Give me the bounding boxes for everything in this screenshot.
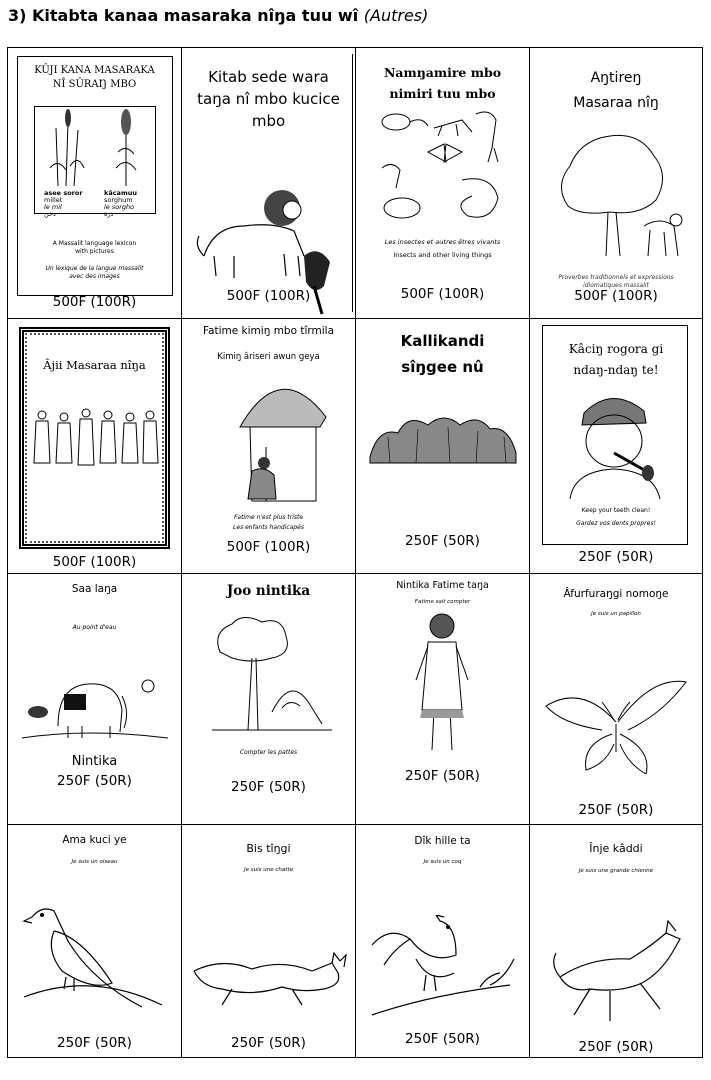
- book-price: 250F (50R): [578, 1039, 654, 1055]
- rooster-illustration: [370, 915, 516, 1025]
- book-price: 250F (50R): [57, 1035, 132, 1051]
- book-card[interactable]: [530, 825, 702, 1057]
- book-card[interactable]: [530, 574, 702, 825]
- book-price: 250F (50R): [231, 779, 306, 795]
- book-subtitle-fr: Au point d'eau: [72, 624, 117, 631]
- book-title: Kâciŋ rogora gi ndaŋ-ndaŋ te!: [568, 342, 664, 377]
- book-price: 250F (50R): [405, 533, 480, 549]
- cat-illustration: [192, 949, 348, 1009]
- book-subtitle-fr: Les insectes et autres êtres vivants: [384, 238, 501, 246]
- girl-standing-illustration: [402, 610, 482, 760]
- hut-child-illustration: [230, 367, 332, 507]
- dog-illustration: [550, 917, 690, 1029]
- book-subtitle-fr: Je suis une grande chienne: [578, 868, 654, 874]
- book-title: Bis tîŋgi: [246, 842, 291, 855]
- book-title: Kallikandi sîŋgee nû: [400, 332, 485, 376]
- book-title: Âfurfuraŋgi nomoŋe: [563, 588, 669, 600]
- book-card[interactable]: [8, 48, 182, 319]
- book-title: Ama kuci ye: [62, 834, 127, 846]
- tree-goats-illustration: [212, 612, 332, 736]
- tree-monkey-illustration: [550, 126, 690, 266]
- heading-title: 3) Kitabta kanaa masaraka nîŋa tuu wî: [8, 6, 359, 25]
- book-subtitle-en: A Massalit language lexicon with pictures: [52, 240, 137, 255]
- book-title: Âjii Masaraa nîŋa: [43, 358, 146, 372]
- book-subtitle-fr: Je suis un papillon: [591, 611, 641, 617]
- child-brushing-teeth-illustration: [560, 389, 672, 499]
- book-subtitle-fr: Un lexique de la langue massalit avec des images: [45, 265, 144, 280]
- caption-left: asee soror millet le mil دخن: [44, 189, 83, 218]
- book-price: 250F (50R): [578, 802, 654, 818]
- book-subtitle-fr: Compter les pattes: [239, 749, 298, 756]
- book-card[interactable]: [8, 319, 182, 574]
- waterhole-animals-illustration: [18, 666, 172, 746]
- book-subtitle-en: Insects and other living things: [393, 251, 492, 259]
- book-price: 250F (50R): [57, 773, 132, 789]
- heading-subtitle: (Autres): [363, 6, 429, 25]
- book-title: Dîk hille ta: [414, 835, 471, 847]
- book-price: 500F (100R): [52, 554, 137, 570]
- book-subtitle-top: Kimiŋ âriseri awun geya: [217, 352, 320, 362]
- book-title: Înje kâddi: [589, 842, 643, 855]
- book-price: 500F (100R): [574, 288, 658, 304]
- book-subtitle-en: Keep your teeth clean!: [581, 507, 651, 514]
- book-price: 500F (100R): [226, 288, 311, 304]
- bushes-illustration: [368, 407, 518, 467]
- book-price: 500F (100R): [52, 294, 137, 310]
- book-price: 250F (50R): [405, 768, 480, 784]
- book-subtitle-fr: Proverbes traditionnels et expressions idiomatiques massalit: [558, 274, 674, 289]
- book-card[interactable]: [8, 574, 182, 825]
- butterfly-illustration: [542, 674, 692, 774]
- bird-illustration: [22, 901, 170, 1011]
- book-subtitle-fr: Je suis un oiseau: [71, 859, 118, 865]
- book-title: Joo nintika: [226, 583, 311, 599]
- page-heading: [8, 6, 428, 25]
- millet-sorghum-illustration: [38, 108, 154, 188]
- book-title: Namŋamire mbo nimiri tuu mbo: [383, 65, 502, 101]
- book-subtitle-fr: Je suis une chatte: [244, 867, 293, 873]
- book-title: Saa laŋa: [71, 583, 118, 595]
- book-price: 250F (50R): [231, 1035, 306, 1051]
- book-title: Kitab sede wara taŋa nî mbo kucice mbo: [197, 68, 340, 130]
- book-card[interactable]: [182, 319, 356, 574]
- book-subtitle-fr: Je suis un coq: [423, 859, 462, 865]
- book-price: 250F (50R): [578, 549, 654, 565]
- book-card[interactable]: [8, 825, 182, 1057]
- book-grid: [7, 47, 703, 1058]
- book-price: 500F (100R): [400, 286, 485, 302]
- book-price: 250F (50R): [405, 1031, 480, 1047]
- book-card[interactable]: [530, 48, 702, 319]
- book-card[interactable]: [356, 319, 530, 574]
- book-card[interactable]: [356, 48, 530, 319]
- book-subtitle-fr: Fatime sait compter: [414, 599, 471, 605]
- book-card[interactable]: [356, 574, 530, 825]
- book-card[interactable]: [182, 48, 356, 319]
- book-title: Aŋtireŋ Masaraa nîŋ: [573, 70, 659, 111]
- book-title: Nintika Fatime taŋa: [396, 580, 489, 591]
- book-price: 500F (100R): [226, 539, 311, 555]
- book-title: KÛJI KANA MASARAKA NÎ SÛRAŊ MBO: [34, 65, 155, 90]
- book-card[interactable]: [182, 825, 356, 1057]
- caption-right: kâcamuu sorghum le sorgho ذرة: [104, 189, 137, 218]
- book-subtitle-2: Les enfants handicapés: [233, 524, 304, 531]
- book-subtitle-2: Nintika: [71, 754, 118, 769]
- people-group-illustration: [30, 405, 160, 475]
- book-card[interactable]: [356, 825, 530, 1057]
- book-subtitle-fr: Gardez vos dents propres!: [576, 520, 656, 527]
- insects-animals-illustration: [372, 108, 516, 228]
- book-subtitle-1: Fatime n'est plus triste: [233, 514, 304, 521]
- book-title: Fatime kimiŋ mbo tîrmila: [202, 325, 335, 337]
- book-card[interactable]: [182, 574, 356, 825]
- book-card[interactable]: [530, 319, 702, 574]
